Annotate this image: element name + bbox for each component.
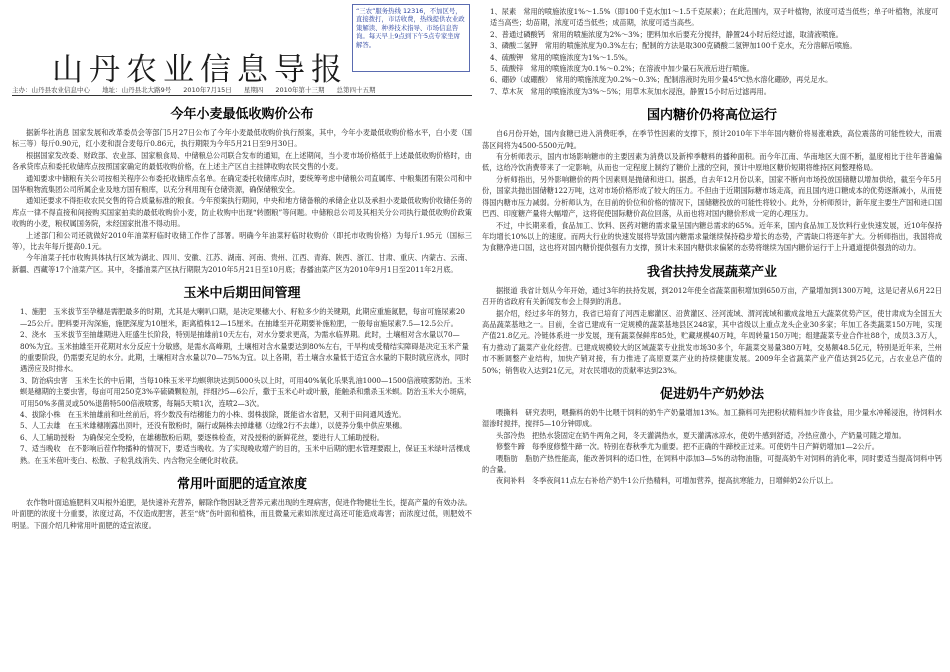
paragraph: 农作物叶面追施肥料又叫根外追肥，是快速补充营养，解除作物因缺乏营养元素出现的生理病害，促进作物健壮生长，提高产量的有效办法。叶面肥的浓度十分重要，浓度过高，不仅造成肥害，甚至“烧”伤叶面和植株，而且微量元素如浓度过高还可能造成毒害；而浓度过低，则肥效不明显。下面介绍几种常用叶面肥的适宜浓度。 (12, 497, 472, 530)
list-item: 1、尿素 常用的喷施浓度1%～1.5%（即100千克水加1～1.5千克尿素）；在此范围内，双子叶植物，浓度可适当低些；单子叶植物，浓度可适当高些；幼苗期，浓度可适当低些；成苗期，浓度可适当高些。 (490, 7, 939, 28)
list-item: 5、人工去雄 在玉米雄穗刚露出顶叶，还没有散粉时，隔行或隔株去掉雄穗（边缘2行不去雄），以使养分集中供应果穗。 (20, 421, 407, 431)
article-wheat (12, 103, 472, 275)
address-text: 地址：山丹县北大路9号 (102, 86, 172, 94)
paragraph: 喂撕料 研究表明，喂撕料的奶牛比喂干饲料的奶牛产奶量增加13%。加工撕料可先把粉状精料加少许食盐，用少量水冲稀浸泡，待饲料水湿渗时搅拌，搅拌5—10分钟即成。 (482, 407, 942, 429)
paragraph: 自6月份开始，国内食糖已进入消费旺季，在季节性因素的支撑下，预计2010年下半年国内糖价将易涨难跌，高位震荡的可能性较大，而震荡区间将为4500-5500元/吨。 (482, 129, 942, 150)
article-title: 今年小麦最低收购价公布 (170, 107, 314, 122)
article-foliar-start (12, 473, 472, 531)
list-item: 4、硫酸钾 常用的喷施浓度为1%～1.5%。 (490, 52, 633, 62)
right-column (482, 0, 942, 672)
issue-info (12, 85, 386, 94)
list-item: 6、人工辅助授粉 为确保完全受粉，在雄穗散粉后期，要逐株检查，对没授粉的新鲜花丝，要进行人工辅助授粉。 (20, 432, 384, 442)
paragraph: 据报道 我省计划从今年开始，通过3年的扶持发展，到2012年使全省蔬菜面积增加到650万亩，产量增加到1300万吨，这是记者从6月22日召开的省政府有关新闻发布会上得到的消息。 (482, 285, 942, 307)
paragraph: 通知要求中储粮有关公司按相关程序公布委托收储库点名单。在确定委托收储库点时，要统筹考虑中储粮公司直属库、中粮集团有限公司和中国华粮物流集团公司所属企业及地方国有粮库，以充分利用现有仓储资源，确保储粮安全。 (12, 173, 472, 195)
list-item: 2、浇水 玉米拔节至抽雄期进入旺盛生长阶段，特别是抽雄前10天左右，对水分要求更高，为需水临界期。此时，土壤相对含水量以70—80%为宜。玉米抽雄至开花期对水分反应十分敏感，是需水高峰期，土壤相对含水量要达到80%左右，干旱构成受精结实障碍是决定玉米产量的重要阶段，仍需要充足的水分。此期，土壤相对含水量以70—75%为宜。以上各期，若土壤含水量低于适宜含水量的下限时就应浇水，同时遇涝应及时排水。 (20, 330, 470, 374)
article-title: 促进奶牛产奶妙法 (659, 386, 764, 402)
host-text: 主办：山丹县农业信息中心 (12, 86, 90, 94)
article-foliar-list (482, 6, 942, 97)
paragraph: 据新华社消息 国家发展和改革委员会等部门5月27日公布了今年小麦最低收购价执行预案，其中，今年小麦最低收购价格水平，白小麦（国标三等）每斤0.90元，红小麦和混合麦每斤0.86元，执行期限为今年5月21日至9月30日。 (12, 128, 472, 149)
article-title: 国内糖价仍将高位运行 (646, 108, 777, 124)
article-title: 我省扶持发展蔬菜产业 (646, 264, 777, 280)
paragraph: 夜间补料 冬季夜间11点左右补给产奶牛1公斤热精料，可增加营养，提高抗寒能力，日增鲜奶2公斤以上。 (496, 476, 838, 486)
paragraph: 修整牛蹄 每季度修整牛蹄一次。特别在春秋季尤为重要。把不正确的牛蹄校正过来。可使奶牛日产鲜奶增加1—2公斤。 (496, 442, 879, 452)
paragraph: 今年油菜子托市收购具体执行区域为湖北、四川、安徽、江苏、湖南、河南、贵州、江西、青海、陕西、浙江、甘肃、重庆、内蒙古、云南、新疆、西藏等17个油菜产区。其中，冬播油菜产区执行期限为2010年5月21日至10月底；春播油菜产区为2010年9月1日至2011年2月底。 (12, 253, 472, 274)
paragraph: 通知还要求不得拒收农民交售的符合质量标准的粮食。今年预案执行期间，中央和地方储备粮的承储企业以及承担小麦最低收购价收储任务的库点一律不得直接和间接购买国家拍卖的最低收购价小麦，防止收购中出现“转圈粮”等问题。中储粮总公司及其相关分公司执行最低收购价政策收购的小麦，粮权属国务院，未经国家批准不得动用。 (12, 196, 472, 229)
paragraph: 上述部门和公司还就做好2010年油菜籽临时收储工作作了部署。明确今年油菜籽临时收购价（即托市收购价格）为每斤1.95元（国标三等），比去年每斤提高0.1元。 (12, 230, 472, 252)
list-item: 1、施肥 玉米拔节至孕穗是需肥最多的时期，尤其是大喇叭口期，是决定果穗大小、籽粒多少的关键期，此期应重施氮肥，每亩可施尿素20—25公斤。肥料要开沟深施，施肥深度为10厘米，距离植株12—15厘米。在抽雄至开花期要补施粒肥，一般每亩施尿素7.5—12.5公斤。 (20, 307, 465, 328)
paragraph: 不过，中长期来看，食品加工、饮料、医药对糖的需求量呈国内糖总需求的65%。近年来，国内食品加工及饮料行业快速发展，近10年保持年均增长10%以上的速度。而两大行业的快速发展将导致国内糖需求量继续保持稳步增长的态势，产需缺口将逐年扩大。分析师指出，我国将成为食糖净进口国，这也将对国内糖价提供强有力支撑，预计未来国内糖供求偏紧的态势将继续为国内糖价运行于上升通道提供强劲的动力。 (482, 220, 942, 253)
list-item: 6、硼砂（或硼酸） 常用的喷施浓度为0.2%～0.3%；配制溶液时先用少量45℃热水溶化硼砂，再兑足水。 (490, 75, 833, 85)
newspaper-title: 山丹农业信息导报 (52, 52, 348, 88)
total-issue: 总第四十五期 (336, 86, 376, 94)
weekday-text: 星期四 (243, 86, 264, 94)
paragraph: 喂脂肪 脂肪产热性能高，能改善饲料的适口性，在饲料中添加3—5%的动物油脂，可提高奶牛对饲料的消化率，同时要适当提高饲料中钙的含量。 (482, 453, 942, 474)
list-item: 3、磷酸二氢钾 常用的喷施浓度为0.3%左右；配制的方法是取300克磷酸二氢钾加100千克水，充分溶解后喷施。 (490, 41, 857, 51)
paragraph: 分析师指出，另外影响糖价的两个因素则是抛储和进口。据悉，自去年12月份以来，国家不断向市场投放国储糖以增加供给，截至今年5月份，国家共抛出国储糖122万吨，这对市场价格形成了较大的压力。不但由于近期国际糖市场走高，而且国内进口糖成本的优势逐渐减小，从而使得国内糖市压力减弱。分析师认为，在目前的价位和价格的情况下，国储糖投放的可能性将较小。此外，分析师预计，新年度主要生产国和进口国巴西、印度糖产量将大幅增产，这将促使国际糖价高位回落，从而也将对国内糖价形成一定的心理压力。 (482, 174, 942, 219)
left-column (12, 0, 472, 672)
paragraph: 根据国家发改委、财政部、农业部、国家粮食局、中储粮总公司联合发布的通知，在上述期间，当小麦市场价格低于上述最低收购价格时，由各承贷库点和委托收储库点按照国家确定的最低收购价格，在上述主产区自主挂牌收购农民交售的小麦。 (12, 150, 472, 172)
list-item: 7、适当晚收 在不影响后茬作物播种的情况下，要适当晚收。为了实现晚收增产的目的，玉米中后期的肥水管理要跟上，保证玉米绿叶活棵成熟。在玉米苞叶变白、松散、子粒乳线消失、内含物完全硬化时收获。 (20, 444, 471, 465)
article-sugar (482, 104, 942, 253)
list-item: 5、硫酸锌 常用的喷施浓度为0.1%～0.2%；在溶液中加少量石灰液后进行喷施。 (490, 64, 754, 74)
paragraph: 有分析师表示，国内市场影响糖市的主要因素为消费以及新榨季糖料的播种面积。而今年江南、华南地区大面不断，温度相比于往年普遍偏低，这给冷饮消费带来了一定影响，从而也一定程度上制约了糖价上涨的空间，预计中原地区糖价短期将维持区间整理格局。 (482, 152, 942, 173)
list-item: 4、拔除小株 在玉米抽雄前和吐丝前后，将少数没有结穗能力的小株、弱株拔除，既能省水省肥，又利于田间通风透光。 (20, 409, 406, 419)
article-title: 玉米中后期田间管理 (183, 286, 301, 302)
list-item: 7、草木灰 常用的喷施浓度为3%～5%；用草木灰加水浸泡，静置15小时后过滤再用。 (490, 86, 771, 96)
date-text: 2010年7月15日 (183, 86, 232, 94)
article-vegetables (482, 261, 942, 376)
article-title: 常用叶面肥的适宜浓度 (176, 476, 307, 492)
hotline-box: “三农”服务热线 12316，不加区号，直接拨打，市话收费，热线提供农业政策解读、种养技术指导、市场信息咨询。每天早上9点到下午5点专家坐席解答。 (352, 4, 470, 72)
issue-number: 2010年第十三期 (275, 86, 325, 94)
article-corn (12, 282, 472, 466)
masthead (12, 0, 472, 96)
list-item: 2、普通过磷酸钙 常用的喷施浓度为2%～3%；肥料加水后要充分搅拌，静置24小时后经过滤，取清液喷施。 (490, 29, 843, 39)
article-milk (482, 383, 942, 487)
paragraph: 头部冷热 把热水袋固定在奶牛两角之间，冬天灌满热水，夏天灌满冰凉水，使奶牛感到舒适，冷热应激小，产奶量可随之增加。 (496, 430, 906, 440)
paragraph: 据介绍，经过多年的努力，我省已培育了河西走廊灌区、沿黄灌区、泾河流域、渭河流域和徽成盆地五大蔬菜优势产区，使甘肃成为全国五大高品蔬菜基地之一。目前，全省已建成有一定规模的蔬菜基地县区248家，其中省级以上重点龙头企业30多家；年加工各类蔬菜150万吨，实现产值21.8亿元。冷链体系进一步发展，现有蔬菜保鲜库85处，贮藏规模40万吨，年周转量150万吨；组建蔬菜专业合作社88个，成员3.3万人，有力推动了蔬菜产业化经营。已建成规模较大的区域蔬菜专业批发市场30多个，年蔬菜交易量380万吨，交易额48.5亿元，特别是近年来，兰州市不断调整产业结构，加快产销对接，有力推进了高原夏菜产业的持续健康发展。2009年全省蔬菜产业产值达到25亿元，占农业总产值的50%；销售收入达到21亿元，对农民增收的贡献率达到23%。 (482, 308, 942, 375)
list-item: 3、防治病虫害 玉米生长的中后期，当每10株玉米平均螟卵块达到5000头以上时，可用40%氧化乐果乳油1000—1500倍液喷雾防治。玉米螟是穗期的主要虫害，每亩可用250克3%辛硫磷颗粒剂，拌细沙5—6公斤，撒于玉米心叶或叶腋，能触杀和熏杀玉米螟。防治玉米大小斑病，可用50%多菌灵或50%退菌特500倍液喷雾，每隔5天喷1次，连喷2—3次。 (20, 375, 472, 408)
